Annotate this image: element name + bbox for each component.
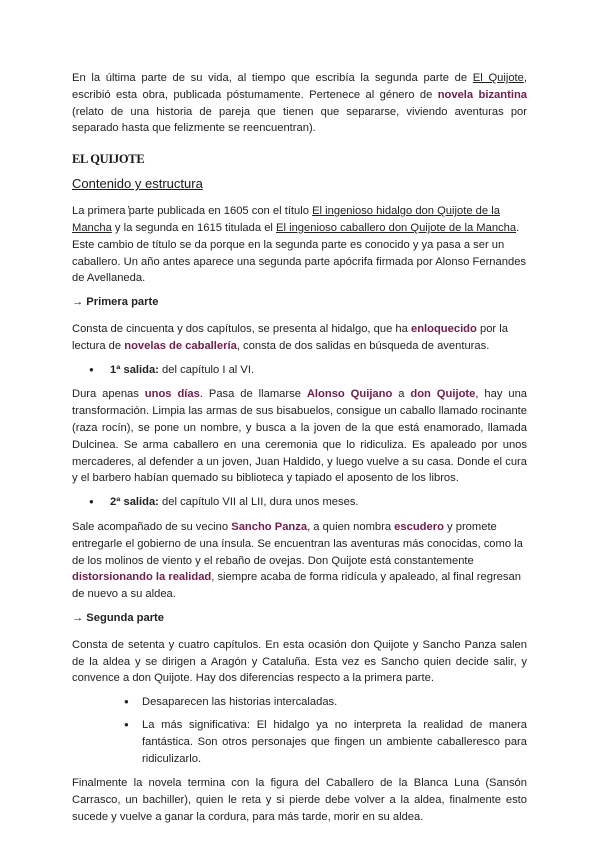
intro-text: (relato de una historia de pareja que tienen que separarse, viviendo aventuras por separado hasta que felizmente se reencuentran). — [72, 105, 527, 135]
paragraph-text: y promete entregarle el gobierno de una ínsula. Se encuentran las aventuras más conocidas, como la de los molinos de viento y el rebaño de ovejas. Don Quijote está constantemente — [72, 520, 523, 567]
highlight-term: novela bizantina — [437, 88, 527, 101]
paragraph-text: Dura apenas — [72, 388, 145, 401]
paragraph-text: y la segunda en 1615 titulada el — [111, 221, 277, 234]
highlight-term: distorsionando la realidad — [72, 571, 212, 584]
paragraph-text: Sale acompañado de su vecino — [72, 520, 232, 533]
intro-text: , escribió esta obra, publicada póstumamente. Pertenece al género de — [72, 72, 527, 101]
second-part-title-link[interactable]: El ingenioso caballero don Quijote de la Mancha — [276, 221, 517, 234]
paragraph-text: a — [392, 388, 411, 401]
document-content — [72, 70, 527, 833]
document-title: EL QUIJOTE — [72, 152, 145, 167]
intro-text: En la última parte de su vida, al tiempo que escribía la segunda parte de — [72, 72, 473, 84]
list-item — [72, 494, 527, 511]
first-part-title-link[interactable]: El ingenioso hidalgo don Quijote de la Mancha — [72, 205, 500, 234]
paragraph-text: . Pasa de llamarse — [199, 388, 307, 401]
paragraph-text: , consta de dos salidas en búsqueda de aventuras. — [236, 339, 490, 352]
section-title: Contenido y estructura — [72, 176, 203, 192]
publication-paragraph — [72, 203, 527, 287]
list-item — [72, 362, 527, 379]
salida-label: 1ª salida: — [110, 363, 159, 376]
paragraph-text: La primera ̓parte publicada en 1605 con el título — [72, 205, 313, 218]
second-salida-list — [72, 494, 527, 511]
first-part-paragraph — [72, 321, 527, 355]
ending-paragraph: Finalmente la novela termina con la figura del Caballero de la Blanca Luna (Sansón Carrasco, un bachiller), quien le reta y si pierde debe volver a la aldea, finalmente esto sucede y vuelve a ganar la cordura, para más tarde, morir en su aldea. — [72, 777, 527, 823]
highlight-term: enloquecido — [410, 322, 477, 335]
quijote-link[interactable]: El Quijote — [472, 72, 524, 84]
first-salida-list — [72, 362, 527, 379]
paragraph-text: , a quien nombra — [307, 520, 395, 533]
second-salida-paragraph — [72, 519, 527, 603]
salida-text: del capítulo VII al LII, dura unos meses. — [158, 496, 359, 509]
highlight-term: Alonso Quijano — [306, 388, 393, 401]
differences-list — [72, 694, 527, 767]
list-item: ● La más significativa: El hidalgo ya no interpreta la realidad de manera fantástica. Son otros personajes que fingen un ambiente caballeresco para ridiculizarlo. — [72, 717, 527, 767]
paragraph-text: , siempre acaba de forma ridícula y apaleado, al final regresan de nuevo a su aldea. — [72, 571, 521, 601]
highlight-term: don Quijote — [410, 388, 476, 401]
second-part-heading: → Segunda parte — [72, 611, 165, 624]
first-part-heading: → Primera parte — [72, 296, 159, 309]
second-part-paragraph: Consta de setenta y cuatro capítulos. En esta ocasión don Quijote y Sancho Panza salen de la aldea y se dirigen a Aragón y Cataluña. Esta vez es Sancho quien decide salir, y convence a don Quijote. Hay dos diferencias respecto a la primera parte. — [72, 638, 527, 685]
salida-text: del capítulo I al VI. — [158, 363, 255, 376]
highlight-term: escudero — [394, 520, 444, 533]
highlight-term: unos días — [144, 388, 200, 401]
highlight-term: Sancho Panza — [231, 520, 308, 533]
salida-label: 2ª salida: — [110, 496, 159, 509]
paragraph-text: por la lectura de — [72, 322, 508, 352]
list-item: ● Desaparecen las historias intercaladas. — [72, 694, 527, 711]
paragraph-text: . Este cambio de título se da porque en la segunda parte es conocido y ya pasa a ser un caballero. Un año antes aparece una segunda parte apócrifa firmada por Alonso Fernandes de Avellaneda. — [72, 221, 527, 285]
paragraph-text: Consta de cincuenta y dos capítulos, se presenta al hidalgo, que ha — [72, 322, 411, 335]
intro-paragraph — [72, 70, 527, 137]
paragraph-text: , hay una transformación. Limpia las armas de sus bisabuelos, consigue un caballo llamado rocinante (raza rocín), se pone un nombre, y busca a la joven de la que está enamorado, llamada Dulcinea. Se arma caballero en una ceremonia que lo ridiculiza. Es apaleado por unos mercaderes, al defender a un joven, Juan Haldido, y luego vuelve a su casa. Donde el cura y el barbero habían quemado su biblioteca y tapiado el aposento de los libros. — [72, 388, 528, 485]
first-salida-paragraph — [72, 386, 527, 487]
highlight-term: novelas de caballería — [124, 339, 237, 352]
